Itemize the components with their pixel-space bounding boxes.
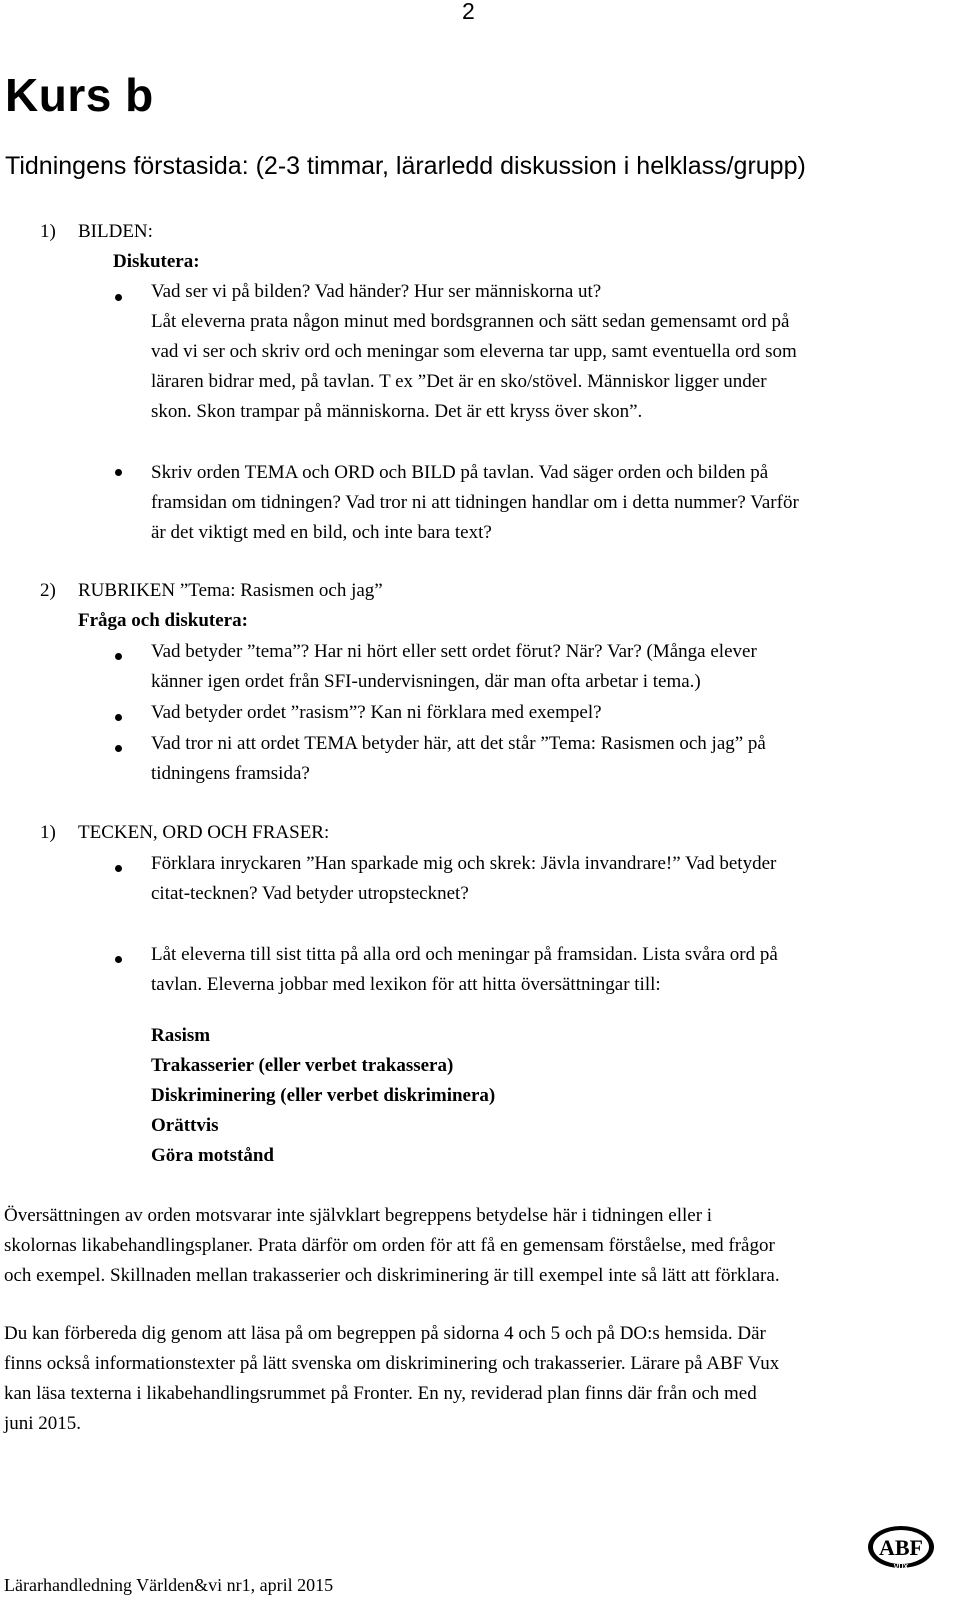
page-number: 2 — [462, 0, 475, 24]
section2-bullet2 — [151, 698, 941, 728]
footer-text: Lärarhandledning Världen&vi nr1, april 2015 — [4, 1575, 334, 1595]
term-item: Rasism — [151, 1025, 211, 1046]
section1-number: 1) — [40, 221, 56, 242]
text-line: skolornas likabehandlingsplaner. Prata därför om orden för att få en gemensam förståelse, med frågor — [4, 1235, 775, 1256]
logo-name: ABF — [879, 1535, 923, 1560]
term-item: Orättvis — [151, 1115, 219, 1136]
text-line: vad vi ser och skriv ord och meningar som eleverna tar upp, samt eventuella ord som — [151, 341, 797, 362]
page-title: Kurs b — [5, 69, 154, 121]
section1-bullet2 — [151, 458, 941, 548]
section2-bullet1 — [151, 637, 941, 697]
section2-bullet3 — [151, 729, 941, 789]
section2-subheading: Fråga och diskutera: — [78, 610, 248, 631]
text-line: Vad betyder ordet ”rasism”? Kan ni förklara med exempel? — [151, 702, 602, 723]
section2-number: 2) — [40, 580, 56, 601]
text-line: kan läsa texterna i likabehandlingsrummet på Fronter. En ny, reviderad plan finns där från och med — [4, 1383, 757, 1404]
section1-bullet1 — [151, 277, 941, 427]
text-line: Vad betyder ”tema”? Har ni hört eller sett ordet förut? När? Var? (Många elever — [151, 641, 757, 662]
section3-heading: TECKEN, ORD OCH FRASER: — [78, 822, 330, 843]
text-line: Skriv orden TEMA och ORD och BILD på tavlan. Vad säger orden och bilden på — [151, 462, 769, 483]
bullet-icon — [115, 653, 122, 660]
text-line: och exempel. Skillnaden mellan trakasserier och diskriminering är till exempel inte så lätt att förklara. — [4, 1265, 780, 1286]
term-list — [151, 1021, 495, 1171]
text-line: juni 2015. — [4, 1413, 82, 1434]
bullet-icon — [115, 865, 122, 872]
bullet-icon — [115, 745, 122, 752]
text-line: tidningens framsida? — [151, 763, 310, 784]
text-line: framsidan om tidningen? Vad tror ni att tidningen handlar om i detta nummer? Varför — [151, 492, 799, 513]
text-line: Låt eleverna prata någon minut med bordsgrannen och sätt sedan gemensamt ord på — [151, 311, 790, 332]
bullet-icon — [115, 714, 122, 721]
section3-bullet2 — [151, 940, 941, 1000]
text-line: citat-tecknen? Vad betyder utropstecknet? — [151, 883, 469, 904]
text-line: är det viktigt med en bild, och inte bara text? — [151, 522, 492, 543]
text-line: Låt eleverna till sist titta på alla ord och meningar på framsidan. Lista svåra ord på — [151, 944, 778, 965]
term-item: Diskriminering (eller verbet diskriminera) — [151, 1085, 496, 1106]
text-line: Översättningen av orden motsvarar inte självklart begreppens betydelse här i tidningen eller i — [4, 1205, 713, 1226]
section2-heading: RUBRIKEN ”Tema: Rasismen och jag” — [78, 580, 383, 601]
bullet-icon — [115, 294, 122, 301]
text-line: Du kan förbereda dig genom att läsa på om begreppen på sidorna 4 och 5 och på DO:s hemsida. Där — [4, 1323, 766, 1344]
text-line: Vad tror ni att ordet TEMA betyder här, att det står ”Tema: Rasismen och jag” på — [151, 733, 766, 754]
paragraph-preparation — [4, 1319, 954, 1439]
text-line: Förklara inryckaren ”Han sparkade mig och skrek: Jävla invandrare!” Vad betyder — [151, 853, 777, 874]
abf-vux-logo — [866, 1523, 936, 1580]
section1-subheading: Diskutera: — [113, 251, 200, 272]
section3-bullet1 — [151, 849, 941, 909]
text-line: Vad ser vi på bilden? Vad händer? Hur ser människorna ut? — [151, 281, 602, 302]
bullet-icon — [115, 469, 122, 476]
text-line: känner igen ordet från SFI-undervisningen, där man ofta arbetar i tema.) — [151, 671, 701, 692]
text-line: läraren bidrar med, på tavlan. T ex ”Det är en sko/stövel. Människor ligger under — [151, 371, 767, 392]
paragraph-translation — [4, 1201, 954, 1291]
bullet-icon — [115, 956, 122, 963]
term-item: Trakasserier (eller verbet trakassera) — [151, 1055, 454, 1076]
text-line: tavlan. Eleverna jobbar med lexikon för att hitta översättningar till: — [151, 974, 661, 995]
section1-heading: BILDEN: — [78, 221, 153, 242]
term-item: Göra motstånd — [151, 1145, 274, 1166]
abf-logo-icon — [866, 1523, 936, 1575]
text-line: finns också informationstexter på lätt svenska om diskriminering och trakasserier. Lärare på ABF Vux — [4, 1353, 780, 1374]
logo-sub: VUX — [893, 1564, 909, 1571]
text-line: skon. Skon trampar på människorna. Det är ett kryss över skon”. — [151, 401, 643, 422]
page-subtitle: Tidningens förstasida: (2-3 timmar, lärarledd diskussion i helklass/grupp) — [5, 152, 806, 180]
section3-number: 1) — [40, 822, 56, 843]
